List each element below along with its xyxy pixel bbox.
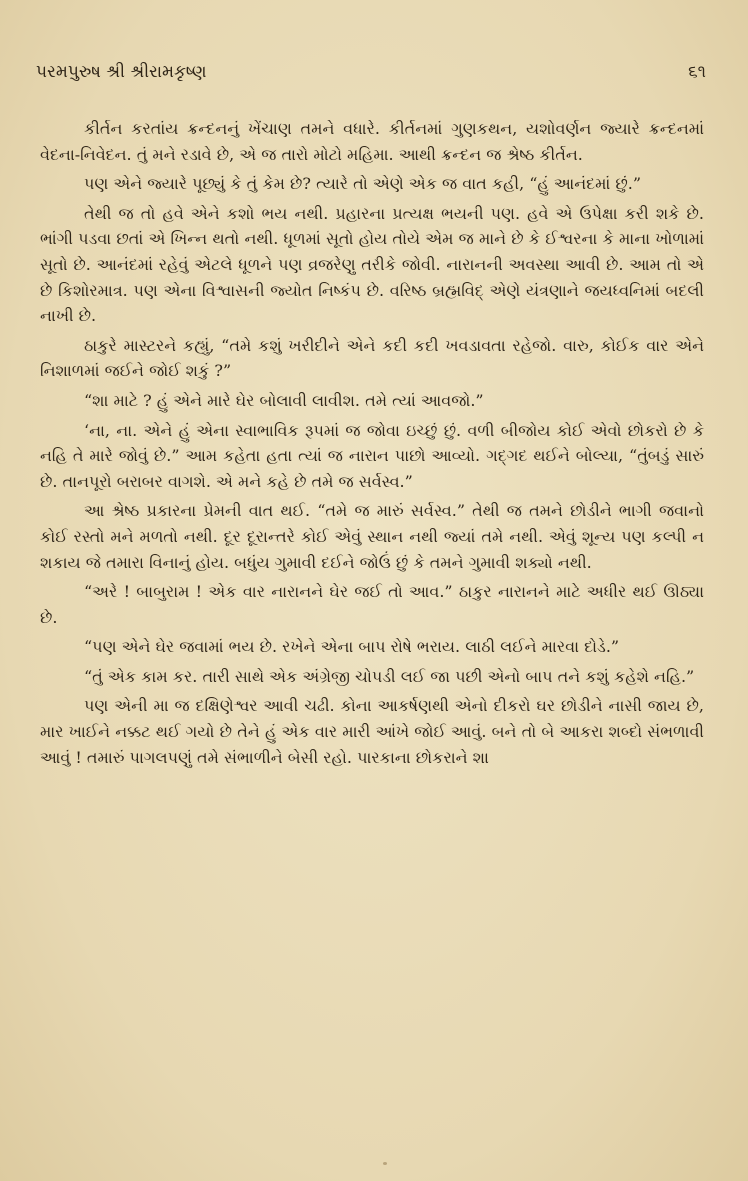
running-title: પરમપુરુષ શ્રી શ્રીરામકૃષ્ણ	[36, 62, 207, 82]
paragraph: તેથી જ તો હવે એને કશો ભય નથી. પ્રહારના પ્રત્યક્ષ ભયની પણ. હવે એ ઉપેક્ષા કરી શકે છે. ભાંગી પડવા છતાં એ ખિન્ન થતો નથી. ધૂળમાં સૂતો હોય તોયે એમ જ માને છે કે ઈશ્વરના કે માના ખોળામાં સૂતો છે. આનંદમાં રહેવું એટલે ધૂળને પણ વ્રજરેણુ તરીકે જોવી. નારાનની અવસ્થા આવી છે. આમ તો એ છે કિશોરમાત્ર. પણ એના વિશ્વાસની જ્યોત નિષ્કંપ છે. વરિષ્ઠ બ્રહ્મવિદ્ એણે યંત્રણાને જયધ્વનિમાં બદલી નાખી છે.	[40, 203, 704, 326]
paragraph: આ શ્રેષ્ઠ પ્રકારના પ્રેમની વાત થઈ. “તમે જ મારું સર્વસ્વ.” તેથી જ તમને છોડીને ભાગી જવાનો કોઈ રસ્તો મને મળતો નથી. દૂર દૂરાન્તરે કોઈ એવું સ્થાન નથી જ્યાં તમે નથી. એવું શૂન્ય પણ કલ્પી ન શકાય જે તમારા વિનાનું હોય. બધુંય ગુમાવી દઈને જોઉં છું કે તમને ગુમાવી શક્યો નથી.	[40, 501, 704, 572]
paragraph: “શા માટે ? હું એને મારે ઘેર બોલાવી લાવીશ. તમે ત્યાં આવજો.”	[84, 390, 484, 410]
body-text	[40, 116, 704, 770]
paragraph: કીર્તન કરતાંય ક્રન્દનનું ખેંચાણ તમને વધારે. કીર્તનમાં ગુણકથન, યશોવર્ણન જ્યારે ક્રન્દનમાં વેદના-નિવેદન. તું મને રડાવે છે, એ જ તારો મોટો મહિમા. આથી ક્રન્દન જ શ્રેષ્ઠ કીર્તન.	[40, 119, 704, 164]
page-number: ૬૧	[688, 62, 706, 82]
paragraph: ઠાકુરે માસ્ટરને કહ્યું, “તમે કશું ખરીદીને એને કદી કદી ખવડાવતા રહેજો. વારુ, કોઈક વાર એને નિશાળમાં જઈને જોઈ શકું ?”	[40, 335, 704, 381]
paragraph: “પણ એને ઘેર જવામાં ભય છે. રખેને એના બાપ રોષે ભરાય. લાઠી લઈને મારવા દોડે.”	[84, 637, 620, 657]
paragraph: “તું એક કામ કર. તારી સાથે એક અંગ્રેજી ચોપડી લઈ જા પછી એનો બાપ તને કશું કહેશે નહિ.”	[84, 666, 695, 686]
paragraph: પણ એની મા જ દક્ષિણેશ્વર આવી ચઢી. કોના આકર્ષણથી એનો દીકરો ઘર છોડીને નાસી જાય છે, માર ખાઈને નક્કટ થઈ ગયો છે તેને હું એક વાર મારી આંખે જોઈ આવું. બને તો બે આકરા શબ્દો સંભળાવી આવું ! તમારું પાગલપણું તમે સંભાળીને બેસી રહો. પારકાના છોકરાને શા	[40, 696, 704, 767]
paragraph: પણ એને જ્યારે પૂછ્યું કે તું કેમ છે? ત્યારે તો એણે એક જ વાત કહી, “હું આનંદમાં છું.”	[84, 174, 642, 194]
paragraph: ‘ના, ના. એને હું એના સ્વાભાવિક રૂપમાં જ જોવા ઇચ્છું છું. વળી બીજોય કોઈ એવો છોકરો છે કે નહિ તે મારે જોવું છે.” આમ કહેતા હતા ત્યાં જ નારાન પાછો આવ્યો. ગદ્‌ગદ થઈને બોલ્યા, “તુંબડું સારું છે. તાનપૂરો બરાબર વાગશે. એ મને કહે છે તમે જ સર્વસ્વ.”	[40, 420, 704, 491]
paragraph: “અરે ! બાબુરામ ! એક વાર નારાનને ઘેર જઈ તો આવ.” ઠાકુર નારાનને માટે અધીર થઈ ઊઠ્યા છે.	[40, 582, 704, 627]
paper-speck	[383, 1162, 387, 1165]
page-header	[36, 62, 706, 82]
